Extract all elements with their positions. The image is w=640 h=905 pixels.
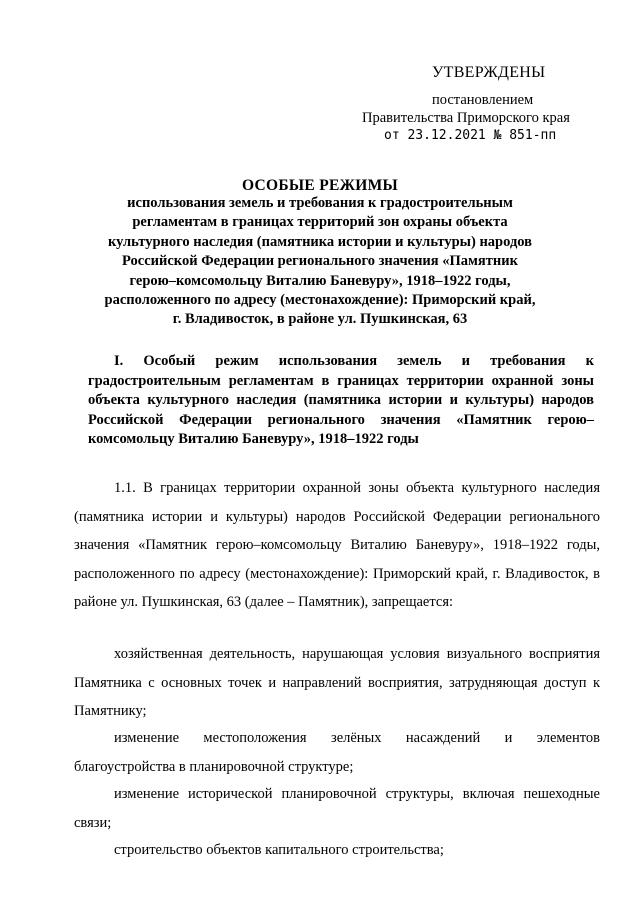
list-item-economic-activity: хозяйственная деятельность, нарушающая условия визуального восприятия Памятника с основных точек и направлений восприятия, затрудняющая доступ к Памятнику; [74,646,600,720]
list-item-capital-construction: строительство объектов капитального строительства; [114,842,444,858]
approval-title: УТВЕРЖДЕНЫ [432,64,546,81]
section-heading: I. Особый режим использования земель и требования к градостроительным регламентам в границах территории охранной зоны объекта культурного наследия (памятника истории и культуры) народов Российской Федерации регионального значения «Памятник герою–комсомольцу Виталию Баневуру», 1918–1922 годы [88,353,594,448]
list-item-planning-structure: изменение исторической планировочной структуры, включая пешеходные связи; [74,786,600,831]
list-item-green-spaces: изменение местоположения зелёных насаждений и элементов благоустройства в планировочной структуре; [74,730,600,775]
approval-line-date-number: от 23.12.2021 № 851-пп [384,128,557,143]
document-title: ОСОБЫЕ РЕЖИМЫ [241,177,399,194]
paragraph-1-1: 1.1. В границах территории охранной зоны объекта культурного наследия (памятника истории и культуры) народов Российской Федерации регионального значения «Памятник герою–комсомольцу Виталию Баневуру», 1918–1922 годы, расположенного по адресу (местонахождение): Приморский край, г. Владивосток, в районе ул. Пушкинская, 63 (далее – Памятник), запрещается: [74,480,600,611]
approval-line-government: Правительства Приморского края [362,110,570,126]
document-subtitle: использования земель и требования к градостроительным регламентам в границах территорий зон охраны объекта культурного наследия (памятника истории и культуры) народов Российской Федерации регионального значения «Памятник герою–комсомольцу Виталию Баневуру», 1918–1922 годы, расположенного по адресу (местонахождение): Приморский край, г. Владивосток, в районе ул. Пушкинская, 63 [104,195,536,328]
approval-line-decree: постановлением [432,92,534,108]
